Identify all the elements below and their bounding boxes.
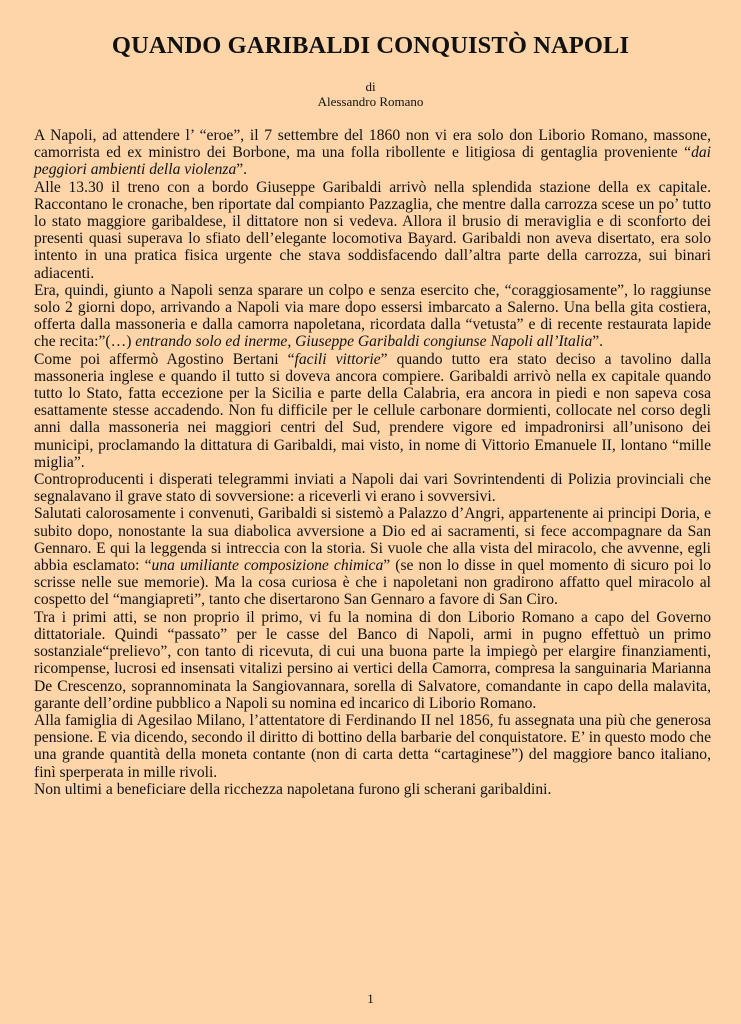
paragraph: Come poi affermò Agostino Bertani “facili vittorie” quando tutto era stato deciso a tavolino dalla massoneria inglese e quando il tutto si doveva ancora compiere. Garibaldi arrivò nella ex capitale quando tutto lo Stato, fatta eccezione per la Sicilia e parte della Calabria, era ancora in piedi e non sapeva cosa esattamente stesse accadendo. Non fu difficile per le cellule carbonare dormienti, collocate nel corso degli anni dalla massoneria nei maggiori centri del Sud, prendere vigore ed impadronirsi all’unisono dei municipi, proclamando la dittatura di Garibaldi, mai visto, in nome di Vittorio Emanuele II, lontano “mille miglia”. [34, 350, 712, 471]
article-body [34, 127, 711, 798]
paragraph: Controproducenti i disperati telegrammi inviati a Napoli dai vari Sovrintendenti di Polizia provinciali che segnalavano il grave stato di sovversione: a riceverli vi erano i sovversivi. [34, 471, 711, 506]
paragraph: Alla famiglia di Agesilao Milano, l’attentatore di Ferdinando II nel 1856, fu assegnata una più che generosa pensione. E via dicendo, secondo il diritto di bottino della barbarie del conquistatore. E’ in questo modo che una grande quantità della moneta contante (non di carta detta “cartaginese”) del maggiore banco italiano, finì sperperata in mille rivoli. [34, 711, 711, 781]
byline-di: di [365, 79, 376, 94]
paragraph: Salutati calorosamente i convenuti, Garibaldi si sistemò a Palazzo d’Angri, appartenente ai principi Doria, e subito dopo, nonostante la sua diabolica avversione a Dio ed ai sacramenti, si fece accompagnare da San Gennaro. E qui la leggenda si intreccia con la storia. Si vuole che alla vista del miracolo, che avvenne, egli abbia esclamato: “una umiliante composizione chimica” (se non lo disse in quel momento di sicuro poi lo scrisse nelle sue memorie). Ma la cosa curiosa è che i napoletani non gradirono affatto quel miracolo al cospetto del “mangiapreti”, tanto che disertarono San Gennaro a favore di San Ciro. [34, 505, 711, 609]
page-title: QUANDO GARIBALDI CONQUISTÒ NAPOLI [111, 32, 630, 59]
paragraph: Tra i primi atti, se non proprio il primo, vi fu la nomina di don Liborio Romano a capo del Governo dittatoriale. Quindi “passato” per le casse del Banco di Napoli, armi in pugno effettuò un primo sostanziale“prelievo”, con tanto di ricevuta, di cui una buona parte la impiegò per elargire finanziamenti, ricompense, lucrosi ed insensati vitalizi persino ai vertici della Camorra, compresa la sanguinaria Marianna De Crescenzo, soprannominata la Sangiovannara, sorella di Salvatore, comandante in capo della malavita, garante dell’ordine pubblico a Napoli su nomina ed incarico di Liborio Romano. [34, 608, 711, 712]
paragraph: Non ultimi a beneficiare della ricchezza napoletana furono gli scherani garibaldini. [34, 780, 552, 798]
paragraph: A Napoli, ad attendere l’ “eroe”, il 7 settembre del 1860 non vi era solo don Liborio Romano, massone, camorrista ed ex ministro dei Borbone, ma una folla ribollente e litigiosa di gentaglia proveniente “dai peggiori ambienti della violenza”. [34, 127, 711, 179]
author-name: Alessandro Romano [317, 94, 424, 109]
paragraph: Alle 13.30 il treno con a bordo Giuseppe Garibaldi arrivò nella splendida stazione della ex capitale. Raccontano le cronache, ben riportate dal compianto Pazzaglia, che mentre dalla carrozza scese un po’ tutto lo stato maggiore garibaldese, il dittatore non si vedeva. Allora il brusio di meraviglia e di sconforto dei presenti quasi superava lo sfiato dell’elegante locomotiva Bayard. Garibaldi non aveva disertato, era solo intento in una pratica fisica urgente che stava soddisfacendo dall’altra parte della carrozza, sui binari adiacenti. [34, 178, 711, 282]
page-number: 1 [367, 991, 374, 1006]
paragraph: Era, quindi, giunto a Napoli senza sparare un colpo e senza esercito che, “coraggiosamente”, lo raggiunse solo 2 giorni dopo, arrivando a Napoli via mare dopo essersi imbarcato a Salerno. Una bella gita costiera, offerta dalla massoneria e dalla camorra napoletana, ricordata dalla “vetusta” e di recente restaurata lapide che recita:”(…) entrando solo ed inerme, Giuseppe Garibaldi congiunse Napoli all’Italia”. [34, 281, 711, 351]
byline [0, 79, 741, 109]
